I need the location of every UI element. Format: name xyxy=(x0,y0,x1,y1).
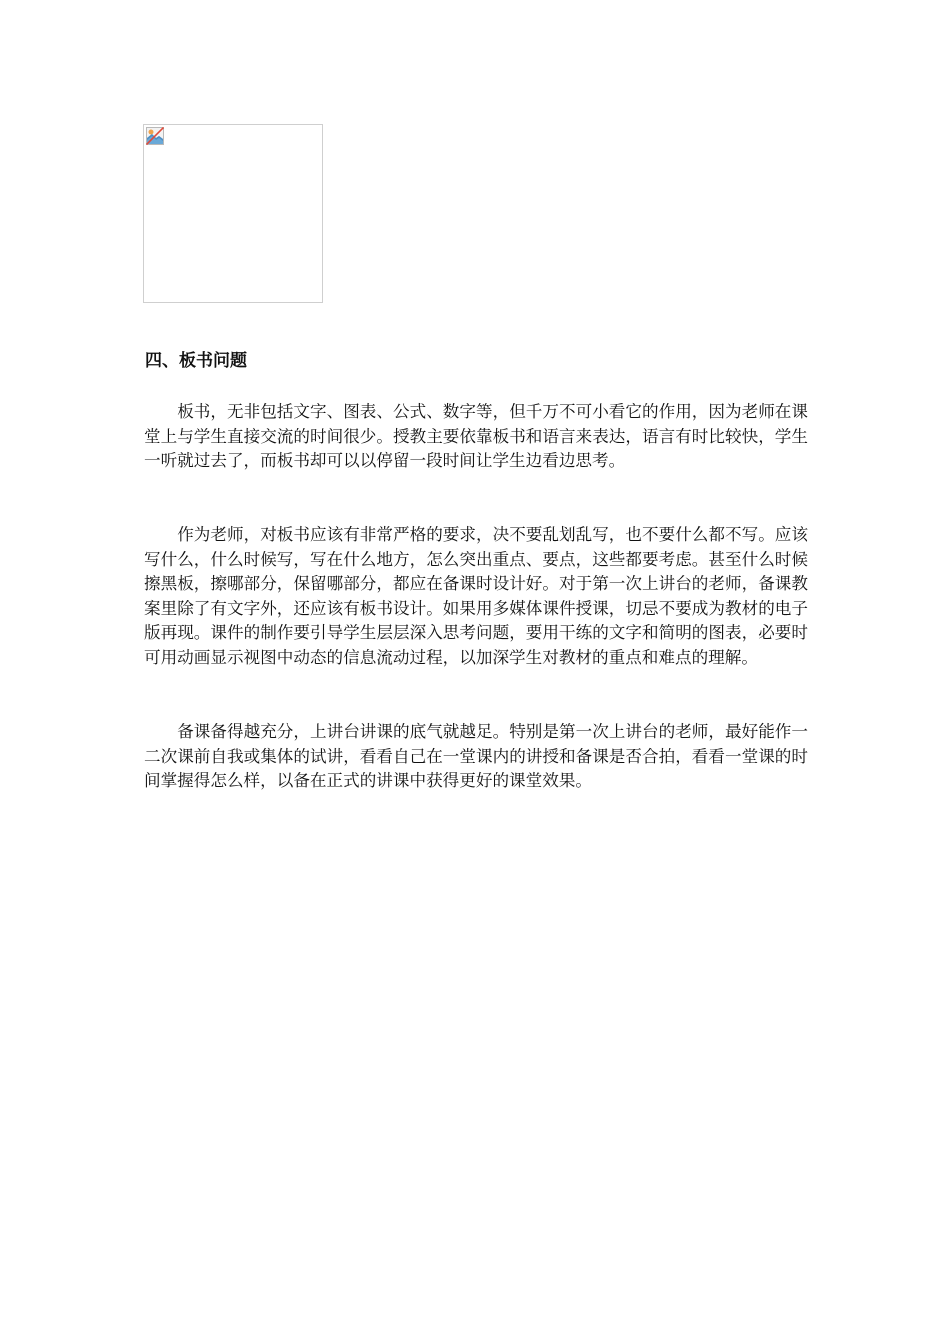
paragraph-blackboard-requirements: 作为老师，对板书应该有非常严格的要求，决不要乱划乱写，也不要什么都不写。应该写什么，什么时候写，写在什么地方，怎么突出重点、要点，这些都要考虑。甚至什么时候擦黑板，擦哪部分，保留哪部分，都应在备课时设计好。对于第一次上讲台的老师，备课教案里除了有文字外，还应该有板书设计。如果用多媒体课件授课，切忌不要成为教材的电子版再现。课件的制作要引导学生层层深入思考问题，要用干练的文字和简明的图表，必要时可用动画显示视图中动态的信息流动过程，以加深学生对教材的重点和难点的理解。 xyxy=(144,525,808,667)
paragraph-blackboard-role: 板书，无非包括文字、图表、公式、数字等，但千万不可小看它的作用，因为老师在课堂上与学生直接交流的时间很少。授教主要依靠板书和语言来表达，语言有时比较快，学生一听就过去了，而板书却可以以停留一段时间让学生边看边思考。 xyxy=(144,402,808,471)
paragraph-lesson-preparation: 备课备得越充分，上讲台讲课的底气就越足。特别是第一次上讲台的老师，最好能作一二次课前自我或集体的试讲，看看自己在一堂课内的讲授和备课是否合拍，看看一堂课的时间掌握得怎么样，以备在正式的讲课中获得更好的课堂效果。 xyxy=(144,722,808,791)
broken-image-icon xyxy=(146,127,164,145)
image-placeholder xyxy=(143,124,323,303)
section-heading: 四、板书问题 xyxy=(145,351,247,371)
